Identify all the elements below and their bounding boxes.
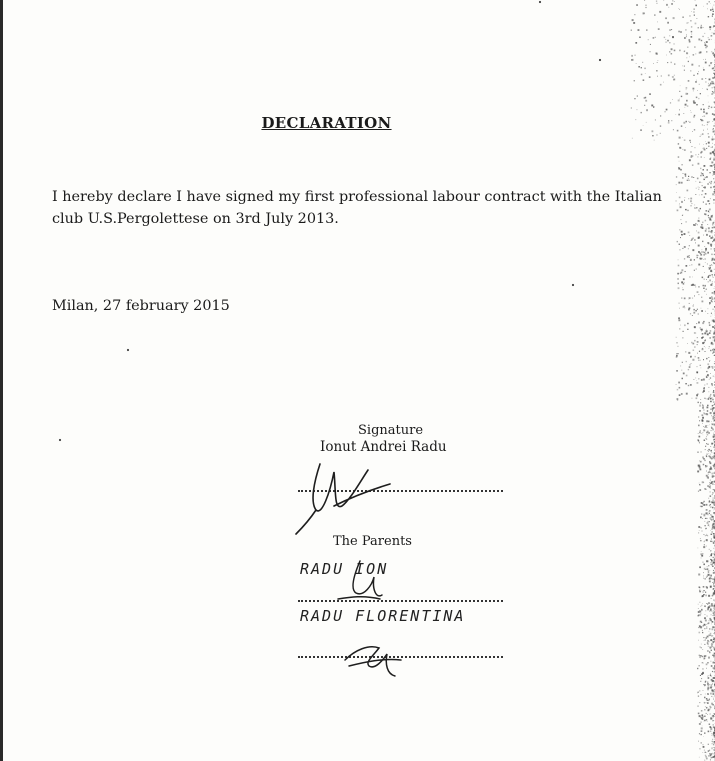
declaration-text [52, 186, 662, 230]
parent-2-signature [335, 630, 415, 680]
declaration-line-1: I hereby declare I have signed my first professional labour contract with the Italian [52, 189, 662, 205]
parent-1-handwritten-name: RADU ION [300, 560, 389, 578]
document-title: DECLARATION [261, 114, 392, 132]
place-and-date: Milan, 27 february 2015 [52, 298, 230, 314]
parent-1-signature [320, 555, 410, 615]
signer-name: Ionut Andrei Radu [320, 439, 447, 455]
parents-label: The Parents [333, 534, 412, 549]
declaration-line-2: club U.S.Pergolettese on 3rd July 2013. [52, 211, 339, 227]
signature-label: Signature [358, 423, 424, 438]
parent-2-handwritten-name: RADU FLORENTINA [300, 607, 466, 625]
signer-signature [290, 452, 410, 542]
